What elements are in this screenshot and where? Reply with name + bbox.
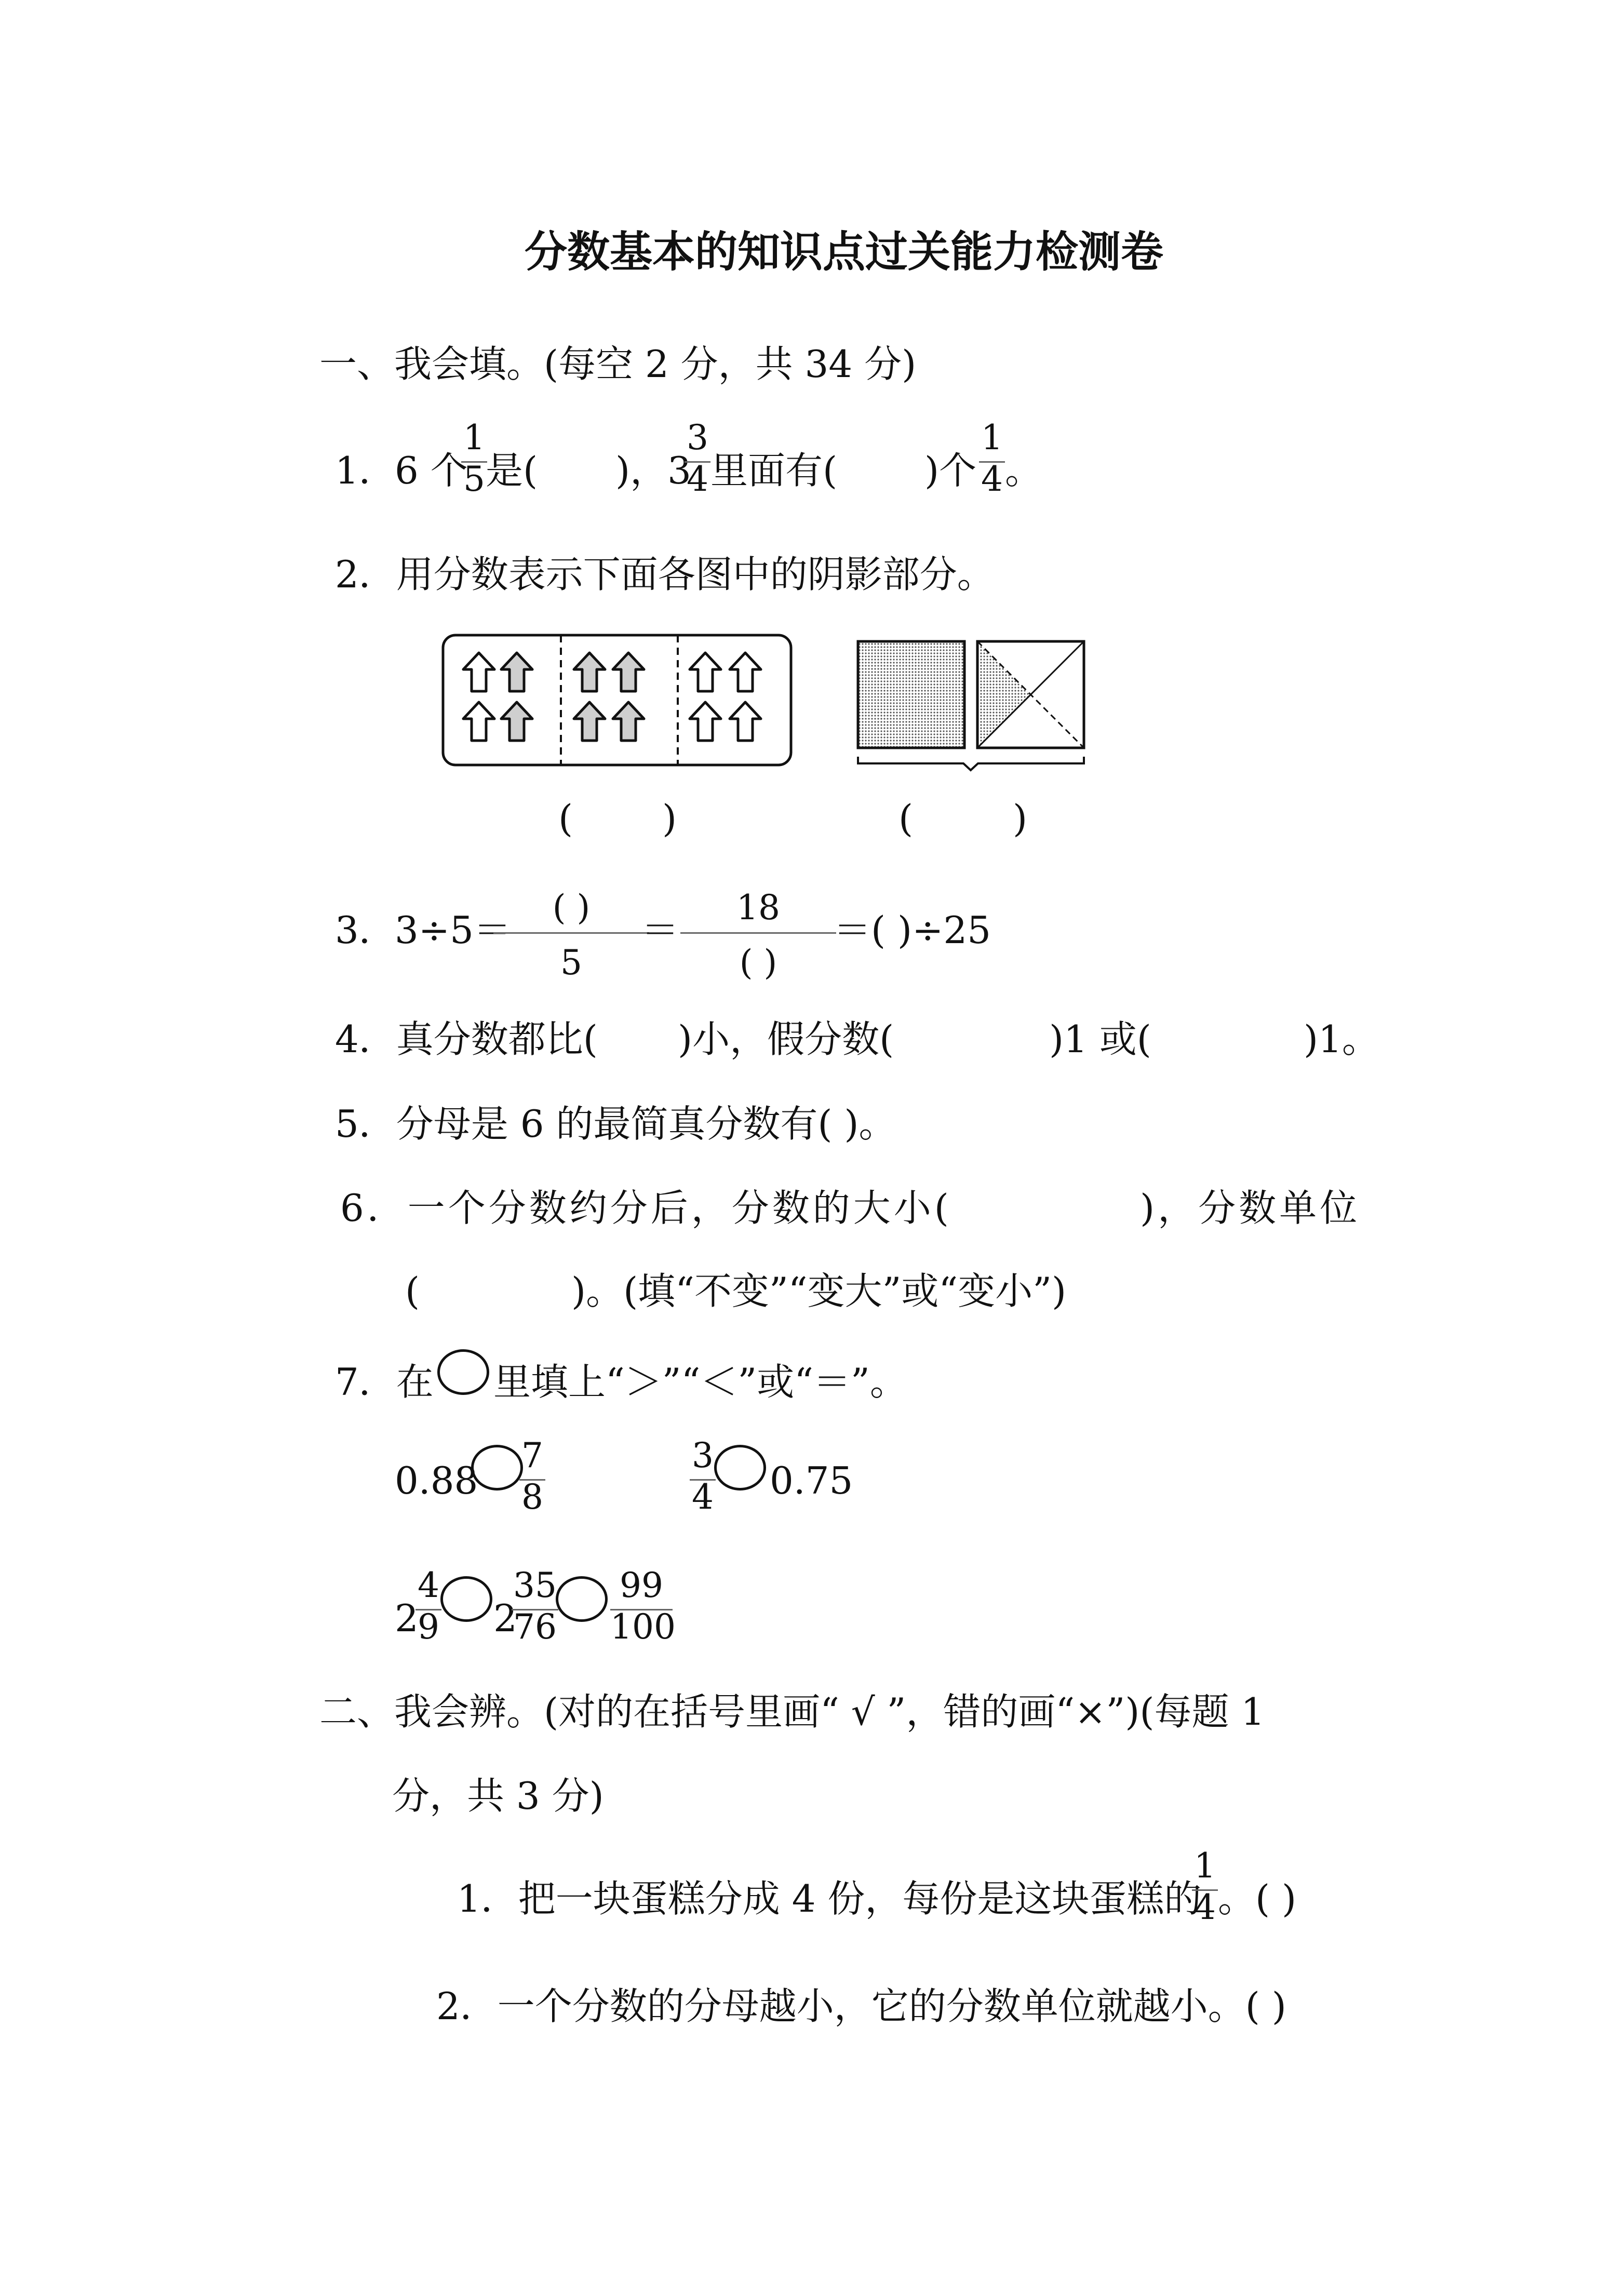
up-arrow-icon — [574, 653, 605, 691]
question-5: 5．分母是 6 的最简真分数有( )。 — [335, 1102, 896, 1146]
q7-text-b: 里填上“＞”“＜”或“＝”。 — [493, 1360, 907, 1404]
up-arrow-icon — [730, 653, 761, 691]
q1-fraction-3 — [979, 418, 1005, 499]
up-arrow-icon — [690, 702, 721, 741]
q3-number: 3． — [335, 908, 396, 952]
fraction-numerator: 3 — [692, 1435, 714, 1475]
fraction-numerator: 4 — [418, 1565, 439, 1605]
fraction-bar — [512, 1609, 558, 1610]
fraction-numerator: 3 — [687, 418, 708, 458]
fraction-bar — [690, 1479, 716, 1481]
answer-paren-close[interactable]: ) — [662, 797, 677, 840]
section-2-heading-line-2: 分，共 3 分) — [392, 1774, 604, 1818]
fraction-denominator: 4 — [981, 459, 1003, 499]
fraction-numerator[interactable]: ( ) — [552, 888, 591, 928]
fraction-bar — [461, 461, 487, 463]
fraction-denominator: 100 — [610, 1607, 676, 1647]
q3-tail: ＝( )÷25 — [834, 908, 991, 952]
fraction-numerator: 18 — [736, 888, 780, 928]
fraction-denominator: 4 — [1194, 1887, 1216, 1927]
up-arrow-icon — [574, 702, 605, 741]
fraction-bar — [979, 461, 1005, 463]
brace — [858, 757, 1084, 770]
judge-q1-answer[interactable]: 。( ) — [1218, 1877, 1297, 1921]
q7-c3-mid-whole: 2 — [493, 1596, 517, 1640]
q3-lhs: 3÷5＝ — [395, 908, 511, 952]
fraction-bar — [415, 1609, 441, 1610]
q3-fraction-1 — [493, 888, 649, 983]
q7-c3-whole: 2 — [395, 1596, 419, 1640]
q1-text-a: 6 个 — [395, 449, 468, 492]
q1-text-b: 是( — [486, 449, 538, 492]
fraction-denominator: 4 — [687, 459, 708, 499]
fraction-denominator[interactable]: ( ) — [739, 943, 777, 983]
fraction-bar — [680, 932, 836, 934]
q7-c4-fraction — [610, 1565, 676, 1647]
up-arrow-icon — [613, 653, 644, 691]
q7-c2-fraction — [690, 1435, 716, 1517]
fraction-numerator: 99 — [620, 1565, 663, 1605]
fraction-numerator: 1 — [1194, 1846, 1216, 1886]
fraction-denominator: 76 — [513, 1607, 557, 1647]
fraction-bar — [685, 461, 710, 463]
q7-c3-fraction — [415, 1565, 441, 1647]
fraction-numerator: 35 — [513, 1565, 557, 1605]
fraction-bar — [610, 1609, 673, 1610]
q4-text-d: )1。 — [1304, 1017, 1379, 1061]
up-arrow-icon — [463, 702, 494, 741]
compare-circle[interactable] — [714, 1445, 766, 1491]
question-2: 2．用分数表示下面各图中的阴影部分。 — [335, 553, 995, 596]
q1-text-c: )，3 — [615, 449, 691, 492]
fraction-bar — [519, 1479, 545, 1481]
fraction-denominator: 8 — [521, 1477, 543, 1517]
q6-line1-a: 6．一个分数约分后，分数的大小( — [340, 1186, 952, 1230]
fraction-numerator: 7 — [521, 1435, 543, 1475]
up-arrow-icon — [463, 653, 494, 691]
fraction-denominator: 9 — [418, 1607, 439, 1647]
q1-text-e: )个 — [924, 449, 977, 492]
fraction-denominator: 5 — [560, 943, 582, 983]
up-arrow-icon — [730, 702, 761, 741]
fraction-bar — [1192, 1889, 1218, 1891]
q1-number: 1． — [335, 449, 396, 492]
up-arrow-icon — [690, 653, 721, 691]
compare-circle[interactable] — [471, 1445, 523, 1491]
fraction-numerator: 1 — [463, 418, 485, 458]
up-arrow-icon — [501, 702, 532, 741]
squares-figure — [852, 636, 1096, 766]
q6-line1-b: )，分数单位 — [1140, 1186, 1361, 1230]
fraction-bar — [493, 932, 649, 934]
q4-text-c: )1 或( — [1049, 1017, 1151, 1061]
q1-text-end: 。 — [1005, 449, 1043, 492]
compare-circle[interactable] — [556, 1576, 608, 1622]
section-2-heading-line-1: 二、我会辨。(对的在括号里画“ √ ”，错的画“×”)(每题 1 — [319, 1690, 1265, 1734]
judge-q1-text: 1．把一块蛋糕分成 4 份，每份是这块蛋糕的 — [457, 1877, 1202, 1921]
q1-fraction-2 — [685, 418, 710, 499]
compare-circle[interactable] — [440, 1576, 492, 1622]
fraction-denominator: 5 — [463, 459, 485, 499]
answer-paren-close[interactable]: ) — [1013, 797, 1028, 840]
compare-circle-icon — [437, 1349, 489, 1395]
q7-c3-mid-fraction — [512, 1565, 558, 1647]
up-arrow-icon — [613, 702, 644, 741]
q1-fraction-1 — [461, 418, 487, 499]
up-arrow-icon — [501, 653, 532, 691]
arrows-figure — [441, 634, 795, 769]
judge-question-2: 2．一个分数的分母越小，它的分数单位就越小。( ) — [436, 1984, 1286, 2028]
fraction-numerator: 1 — [981, 418, 1003, 458]
page-title: 分数基本的知识点过关能力检测卷 — [525, 227, 1164, 277]
fraction-denominator: 4 — [692, 1477, 714, 1517]
q6-line2-b: )。(填“不变”“变大”或“变小”) — [571, 1269, 1067, 1313]
q7-text-a: 7．在 — [335, 1360, 434, 1404]
answer-paren-open[interactable]: ( — [558, 797, 573, 840]
q3-fraction-2 — [680, 888, 836, 983]
q7-c1-fraction — [519, 1435, 545, 1517]
section-1-heading: 一、我会填。(每空 2 分，共 34 分) — [319, 342, 917, 386]
q3-equals: ＝ — [641, 908, 679, 952]
q7-c1-left: 0.88 — [395, 1459, 478, 1502]
answer-paren-open[interactable]: ( — [898, 797, 914, 840]
q4-text-a: 4．真分数都比( — [335, 1017, 598, 1061]
q7-c2-right: 0.75 — [770, 1459, 853, 1502]
q6-line2-a: ( — [405, 1269, 420, 1313]
q1-text-d: 里面有( — [710, 449, 838, 492]
judge-q1-fraction — [1192, 1846, 1218, 1927]
q4-text-b: )小，假分数( — [678, 1017, 894, 1061]
shaded-square — [858, 641, 964, 748]
